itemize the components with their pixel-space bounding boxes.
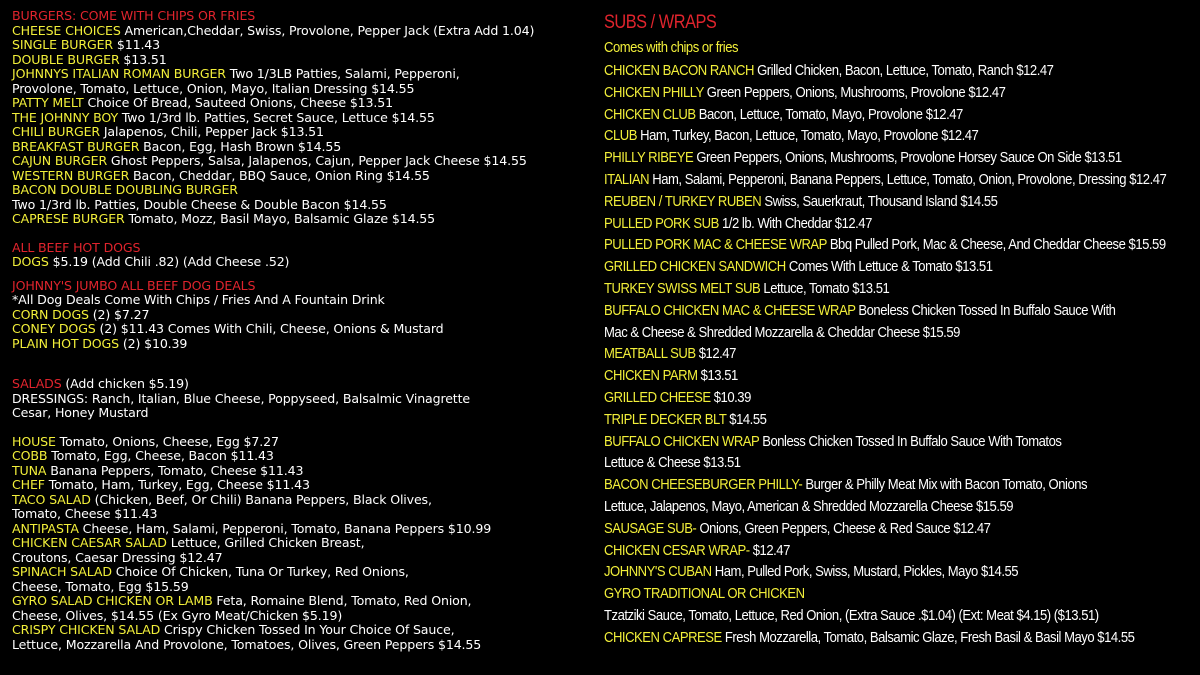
item-desc: (2) $11.43 Comes With Chili, Cheese, Onions & Mustard — [95, 321, 444, 336]
item-desc: Tomato, Egg, Cheese, Bacon $11.43 — [47, 448, 274, 463]
menu-item — [12, 337, 592, 352]
item-name: JOHNNYS ITALIAN ROMAN BURGER — [12, 66, 226, 81]
item-name: SPINACH SALAD — [12, 564, 112, 579]
item-desc: (2) $10.39 — [119, 335, 188, 351]
salads-heading-line — [12, 377, 592, 392]
menu-item — [12, 623, 592, 638]
item-name: CHICKEN CAPRESE — [604, 628, 722, 646]
item-desc: Tomato, Ham, Turkey, Egg, Cheese $11.43 — [44, 477, 310, 492]
item-name: GRILLED CHICKEN SANDWICH — [604, 258, 786, 276]
menu-item — [604, 540, 1197, 562]
menu-item — [604, 147, 1197, 169]
menu-item — [604, 583, 1197, 605]
item-name: SAUSAGE SUB- — [604, 519, 697, 537]
item-desc-continued: Provolone, Tomato, Lettuce, Onion, Mayo, Italian Dressing $14.55 — [12, 80, 415, 96]
item-name: CHICKEN PARM — [604, 367, 698, 385]
item-name: BUFFALO CHICKEN MAC & CHEESE WRAP — [604, 301, 856, 319]
menu-item — [604, 234, 1197, 256]
menu-item — [12, 111, 592, 126]
item-desc-continued: Cheese, Olives, $14.55 (Ex Gyro Meat/Chicken $5.19) — [12, 607, 343, 623]
item-name: MEATBALL SUB — [604, 345, 696, 363]
menu-item — [604, 409, 1197, 431]
item-desc: $13.51 — [119, 51, 167, 67]
item-desc: Lettuce, Grilled Chicken Breast, — [166, 535, 365, 550]
item-desc: American,Cheddar, Swiss, Provolone, Pepper Jack (Extra Add 1.04) — [120, 22, 535, 38]
item-desc: 1/2 lb. With Cheddar $12.47 — [718, 214, 872, 232]
item-desc: Ham, Pulled Pork, Swiss, Mustard, Pickles, Mayo $14.55 — [711, 563, 1019, 581]
item-desc: $13.51 — [697, 367, 738, 385]
menu-item — [12, 24, 592, 39]
menu-item — [604, 125, 1197, 147]
item-name: CHICKEN CESAR WRAP- — [604, 541, 750, 559]
menu-item — [12, 449, 592, 464]
item-desc-continued: Mac & Cheese & Shredded Mozzarella & Cheddar Cheese $15.59 — [604, 323, 960, 341]
item-desc: Boneless Chicken Tossed In Buffalo Sauce With — [855, 301, 1116, 319]
item-desc: Fresh Mozzarella, Tomato, Balsamic Glaze, Fresh Basil & Basil Mayo $14.55 — [721, 628, 1135, 646]
menu-item — [12, 565, 592, 580]
left-menu-column — [12, 9, 592, 652]
item-name: COBB — [12, 448, 48, 463]
dressings-line-2: Cesar, Honey Mustard — [12, 405, 149, 420]
item-desc-continued: Tomato, Cheese $11.43 — [12, 506, 158, 521]
menu-item — [12, 125, 592, 140]
menu-item — [12, 464, 592, 479]
item-desc-continued: Croutons, Caesar Dressing $12.47 — [12, 549, 223, 565]
item-desc: Bbq Pulled Pork, Mac & Cheese, And Cheddar Cheese $15.59 — [826, 236, 1166, 254]
menu-item — [12, 322, 592, 337]
item-name: ANTIPASTA — [12, 520, 79, 536]
item-name: TURKEY SWISS MELT SUB — [604, 279, 761, 297]
menu-item — [604, 518, 1197, 540]
item-name: THE JOHNNY BOY — [12, 109, 118, 125]
item-desc: Tomato, Mozz, Basil Mayo, Balsamic Glaze $14.55 — [124, 211, 436, 226]
salads-list — [12, 435, 592, 653]
item-name: ITALIAN — [604, 170, 650, 188]
item-desc: Feta, Romaine Blend, Tomato, Red Onion, — [212, 593, 472, 608]
menu-item — [12, 169, 592, 184]
item-name: PATTY MELT — [12, 95, 84, 110]
item-name: CAJUN BURGER — [12, 153, 108, 168]
item-desc: Lettuce, Tomato $13.51 — [760, 279, 890, 297]
item-desc: Crispy Chicken Tossed In Your Choice Of Sauce, — [160, 622, 455, 637]
menu-item — [604, 627, 1197, 649]
menu-item — [604, 474, 1197, 496]
item-desc: $5.19 (Add Chili .82) (Add Cheese .52) — [48, 254, 290, 269]
menu-item — [12, 154, 592, 169]
item-desc: Bacon, Lettuce, Tomato, Mayo, Provolone $12.47 — [695, 105, 963, 123]
menu-item — [12, 594, 592, 609]
menu-item — [604, 300, 1197, 322]
menu-item — [604, 387, 1197, 409]
item-name: CRISPY CHICKEN SALAD — [12, 622, 161, 637]
item-desc: Green Peppers, Onions, Mushrooms, Provolone $12.47 — [703, 83, 1006, 101]
menu-item — [12, 493, 592, 508]
menu-item — [604, 278, 1197, 300]
salads-heading: SALADS — [12, 376, 62, 391]
item-desc: Ghost Peppers, Salsa, Jalapenos, Cajun, Pepper Jack Cheese $14.55 — [107, 153, 527, 168]
item-name: CORN DOGS — [12, 306, 89, 322]
item-desc-continued: Cheese, Tomato, Egg $15.59 — [12, 578, 189, 594]
menu-item — [604, 213, 1197, 235]
right-menu-column — [604, 10, 1197, 649]
dressings-line: DRESSINGS: Ranch, Italian, Blue Cheese, Poppyseed, Balsalmic Vinagrette — [12, 390, 470, 406]
item-desc: Swiss, Sauerkraut, Thousand Island $14.55 — [761, 192, 998, 210]
item-desc: $14.55 — [726, 410, 767, 428]
subs-wraps-heading: SUBS / WRAPS — [604, 12, 717, 33]
item-desc-continued: Two 1/3rd lb. Patties, Double Cheese & Double Bacon $14.55 — [12, 196, 387, 212]
item-name: CHILI BURGER — [12, 124, 100, 139]
item-name: CONEY DOGS — [12, 321, 96, 336]
menu-item — [604, 191, 1197, 213]
salads-add-chicken: (Add chicken $5.19) — [61, 376, 189, 391]
burgers-heading: BURGERS: COME WITH CHIPS OR FRIES — [12, 8, 256, 23]
menu-item — [604, 561, 1197, 583]
item-name: GRILLED CHEESE — [604, 388, 711, 406]
menu-item — [12, 478, 592, 493]
item-desc-continued: Lettuce, Mozzarella And Provolone, Tomatoes, Olives, Green Peppers $14.55 — [12, 636, 482, 652]
item-desc-continued: Lettuce & Cheese $13.51 — [604, 454, 741, 472]
jumbo-deals-list — [12, 308, 592, 352]
item-desc: Ham, Turkey, Bacon, Lettuce, Tomato, Mayo, Provolone $12.47 — [636, 127, 979, 145]
item-name: TUNA — [12, 462, 47, 478]
item-name: PLAIN HOT DOGS — [12, 335, 119, 351]
item-name: SINGLE BURGER — [12, 37, 113, 52]
item-name: GYRO SALAD CHICKEN OR LAMB — [12, 593, 213, 608]
item-name: HOUSE — [12, 433, 56, 449]
item-desc-continued: Tzatziki Sauce, Tomato, Lettuce, Red Onion, (Extra Sauce .$1.04) (Ext: Meat $4.15) ($13.51) — [604, 606, 1099, 624]
menu-item — [604, 365, 1197, 387]
item-name: BACON CHEESEBURGER PHILLY- — [604, 476, 803, 494]
item-desc: Bacon, Egg, Hash Brown $14.55 — [139, 138, 342, 154]
item-name: BREAKFAST BURGER — [12, 138, 140, 154]
menu-item — [12, 183, 592, 198]
menu-item-dogs — [12, 255, 592, 270]
item-name: CHICKEN PHILLY — [604, 83, 704, 101]
item-name: BUFFALO CHICKEN WRAP — [604, 432, 760, 450]
item-desc: Banana Peppers, Tomato, Cheese $11.43 — [46, 462, 304, 478]
menu-item — [604, 169, 1197, 191]
menu-item — [12, 140, 592, 155]
item-desc: $12.47 — [749, 541, 790, 559]
item-desc: Tomato, Onions, Cheese, Egg $7.27 — [55, 433, 279, 449]
item-desc: Two 1/3LB Patties, Salami, Pepperoni, — [225, 66, 460, 81]
item-desc: $10.39 — [710, 388, 751, 406]
item-desc-continued: Lettuce, Jalapenos, Mayo, American & Shredded Mozzarella Cheese $15.59 — [604, 497, 1014, 515]
item-name: CHICKEN CAESAR SALAD — [12, 535, 167, 550]
item-name: DOUBLE BURGER — [12, 51, 120, 67]
item-desc: Grilled Chicken, Bacon, Lettuce, Tomato, Ranch $12.47 — [753, 62, 1054, 79]
hotdogs-heading: ALL BEEF HOT DOGS — [12, 239, 141, 255]
menu-item — [604, 104, 1197, 126]
menu-item — [12, 53, 592, 68]
menu-item — [12, 522, 592, 537]
menu-item — [604, 343, 1197, 365]
item-name: PHILLY RIBEYE — [604, 149, 694, 167]
item-name: CAPRESE BURGER — [12, 211, 125, 226]
item-desc: (2) $7.27 — [88, 306, 150, 322]
subs-wraps-list — [604, 60, 1197, 649]
item-name: JOHNNY'S CUBAN — [604, 563, 712, 581]
item-desc: Green Peppers, Onions, Mushrooms, Provolone Horsey Sauce On Side $13.51 — [693, 149, 1122, 167]
subs-wraps-subheading: Comes with chips or fries — [604, 39, 739, 56]
item-desc: Choice Of Bread, Sauteed Onions, Cheese $13.51 — [83, 95, 393, 110]
item-desc: Choice Of Chicken, Tuna Or Turkey, Red Onions, — [111, 564, 409, 579]
item-name: CHICKEN CLUB — [604, 105, 696, 123]
menu-item — [12, 212, 592, 227]
item-desc: $11.43 — [113, 37, 161, 52]
item-name: GYRO TRADITIONAL OR CHICKEN — [604, 585, 805, 603]
menu-item — [12, 435, 592, 450]
item-desc: Comes With Lettuce & Tomato $13.51 — [785, 258, 993, 276]
item-name: DOGS — [12, 254, 49, 269]
item-desc: Onions, Green Peppers, Cheese & Red Sauce $12.47 — [696, 519, 991, 537]
burgers-list — [12, 24, 592, 227]
item-name: PULLED PORK SUB — [604, 214, 719, 232]
item-desc: Two 1/3rd lb. Patties, Secret Sauce, Lettuce $14.55 — [118, 109, 435, 125]
item-name: CHEF — [12, 477, 45, 492]
menu-item — [12, 38, 592, 53]
menu-item — [604, 256, 1197, 278]
menu-item — [12, 308, 592, 323]
item-name: CHEESE CHOICES — [12, 22, 121, 38]
menu-item — [12, 67, 592, 82]
item-name: TACO SALAD — [12, 491, 91, 507]
jumbo-deals-note: *All Dog Deals Come With Chips / Fries And A Fountain Drink — [12, 292, 385, 307]
item-name: TRIPLE DECKER BLT — [604, 410, 727, 428]
menu-item — [12, 96, 592, 111]
item-name: PULLED PORK MAC & CHEESE WRAP — [604, 236, 827, 254]
item-desc: Burger & Philly Meat Mix with Bacon Tomato, Onions — [802, 476, 1088, 494]
item-desc: Bonless Chicken Tossed In Buffalo Sauce With Tomatos — [759, 432, 1062, 450]
item-desc: Ham, Salami, Pepperoni, Banana Peppers, Lettuce, Tomato, Onion, Provolone, Dressing $12.47 — [649, 170, 1167, 188]
item-desc: Jalapenos, Chili, Pepper Jack $13.51 — [100, 124, 324, 139]
item-desc: Bacon, Cheddar, BBQ Sauce, Onion Ring $14.55 — [129, 167, 430, 183]
menu-item — [604, 82, 1197, 104]
item-name: CHICKEN BACON RANCH — [604, 62, 754, 79]
item-desc: $12.47 — [695, 345, 736, 363]
item-name: REUBEN / TURKEY RUBEN — [604, 192, 762, 210]
item-desc: (Chicken, Beef, Or Chili) Banana Peppers, Black Olives, — [90, 491, 432, 507]
item-name: CLUB — [604, 127, 637, 145]
item-name: BACON DOUBLE DOUBLING BURGER — [12, 182, 238, 197]
menu-item — [604, 60, 1197, 82]
jumbo-deals-heading: JOHNNY'S JUMBO ALL BEEF DOG DEALS — [12, 277, 256, 293]
menu-item — [12, 536, 592, 551]
item-desc: Cheese, Ham, Salami, Pepperoni, Tomato, Banana Peppers $10.99 — [78, 520, 492, 536]
item-name: WESTERN BURGER — [12, 167, 130, 183]
menu-item — [604, 431, 1197, 453]
